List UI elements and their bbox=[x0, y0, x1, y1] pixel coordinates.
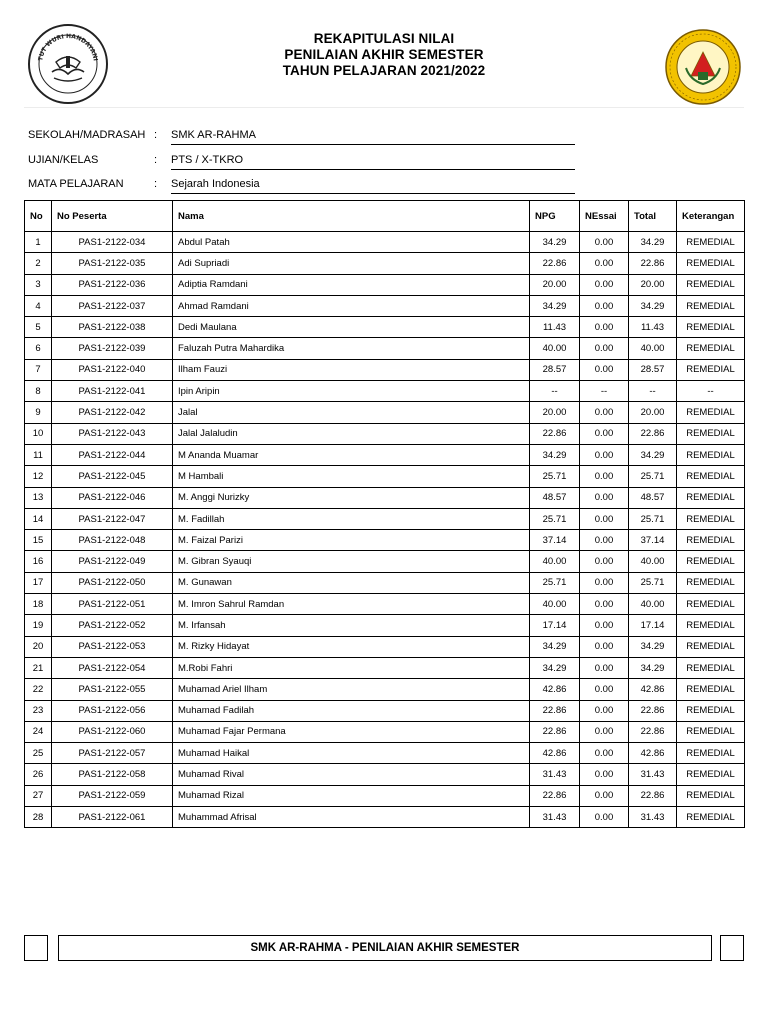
table-row bbox=[25, 338, 745, 359]
info-row-sekolah bbox=[28, 129, 588, 154]
cell-no: 9 bbox=[25, 402, 52, 423]
cell-no: 3 bbox=[25, 274, 52, 295]
cell-no-peserta: PAS1-2122-054 bbox=[52, 657, 173, 678]
cell-no-peserta: PAS1-2122-045 bbox=[52, 466, 173, 487]
cell-total: 34.29 bbox=[629, 636, 677, 657]
cell-no: 7 bbox=[25, 359, 52, 380]
table-row bbox=[25, 530, 745, 551]
cell-no: 2 bbox=[25, 253, 52, 274]
cell-keterangan: REMEDIAL bbox=[677, 444, 745, 465]
cell-npg: 31.43 bbox=[530, 764, 580, 785]
cell-keterangan: REMEDIAL bbox=[677, 359, 745, 380]
table-row bbox=[25, 594, 745, 615]
cell-npg: 22.86 bbox=[530, 721, 580, 742]
cell-nama: M. Anggi Nurizky bbox=[173, 487, 530, 508]
cell-total: 40.00 bbox=[629, 551, 677, 572]
cell-no: 16 bbox=[25, 551, 52, 572]
cell-total: 25.71 bbox=[629, 508, 677, 529]
cell-nama: Dedi Maulana bbox=[173, 317, 530, 338]
header-divider bbox=[24, 107, 744, 108]
column-header-npg: NPG bbox=[530, 201, 580, 232]
cell-npg: 28.57 bbox=[530, 359, 580, 380]
cell-keterangan: REMEDIAL bbox=[677, 274, 745, 295]
cell-keterangan: REMEDIAL bbox=[677, 807, 745, 828]
title-line-1: REKAPITULASI NILAI bbox=[313, 31, 455, 46]
cell-npg: 34.29 bbox=[530, 444, 580, 465]
cell-no: 27 bbox=[25, 785, 52, 806]
cell-npg: 22.86 bbox=[530, 700, 580, 721]
cell-nessai: 0.00 bbox=[580, 317, 629, 338]
cell-nessai: 0.00 bbox=[580, 700, 629, 721]
cell-nessai: 0.00 bbox=[580, 636, 629, 657]
cell-total: 34.29 bbox=[629, 295, 677, 316]
cell-keterangan: REMEDIAL bbox=[677, 253, 745, 274]
cell-nama: Abdul Patah bbox=[173, 232, 530, 253]
cell-npg: 20.00 bbox=[530, 402, 580, 423]
table-row bbox=[25, 657, 745, 678]
cell-no: 10 bbox=[25, 423, 52, 444]
table-row bbox=[25, 402, 745, 423]
table-row bbox=[25, 444, 745, 465]
table-row bbox=[25, 381, 745, 402]
column-header-no: No bbox=[25, 201, 52, 232]
cell-no-peserta: PAS1-2122-043 bbox=[52, 423, 173, 444]
cell-npg: 42.86 bbox=[530, 743, 580, 764]
column-header-nessai: NEssai bbox=[580, 201, 629, 232]
cell-no: 28 bbox=[25, 807, 52, 828]
cell-no: 11 bbox=[25, 444, 52, 465]
column-header-keterangan: Keterangan bbox=[677, 201, 745, 232]
column-header-no-peserta: No Peserta bbox=[52, 201, 173, 232]
cell-no-peserta: PAS1-2122-059 bbox=[52, 785, 173, 806]
cell-npg: -- bbox=[530, 381, 580, 402]
cell-nama: Jalal Jalaludin bbox=[173, 423, 530, 444]
column-header-total: Total bbox=[629, 201, 677, 232]
table-row bbox=[25, 572, 745, 593]
cell-total: 22.86 bbox=[629, 721, 677, 742]
cell-no-peserta: PAS1-2122-049 bbox=[52, 551, 173, 572]
cell-keterangan: REMEDIAL bbox=[677, 508, 745, 529]
cell-npg: 34.29 bbox=[530, 295, 580, 316]
cell-keterangan: -- bbox=[677, 381, 745, 402]
cell-npg: 40.00 bbox=[530, 338, 580, 359]
cell-npg: 40.00 bbox=[530, 551, 580, 572]
cell-keterangan: REMEDIAL bbox=[677, 721, 745, 742]
cell-keterangan: REMEDIAL bbox=[677, 402, 745, 423]
cell-total: 22.86 bbox=[629, 253, 677, 274]
table-row bbox=[25, 551, 745, 572]
cell-keterangan: REMEDIAL bbox=[677, 572, 745, 593]
tut-wuri-handayani-logo bbox=[26, 22, 110, 106]
cell-no-peserta: PAS1-2122-042 bbox=[52, 402, 173, 423]
cell-nama: Ipin Aripin bbox=[173, 381, 530, 402]
cell-npg: 34.29 bbox=[530, 636, 580, 657]
cell-nessai: 0.00 bbox=[580, 807, 629, 828]
cell-no: 15 bbox=[25, 530, 52, 551]
cell-no: 5 bbox=[25, 317, 52, 338]
table-row bbox=[25, 700, 745, 721]
cell-total: 42.86 bbox=[629, 743, 677, 764]
cell-keterangan: REMEDIAL bbox=[677, 679, 745, 700]
cell-total: 31.43 bbox=[629, 764, 677, 785]
cell-no-peserta: PAS1-2122-053 bbox=[52, 636, 173, 657]
cell-nessai: 0.00 bbox=[580, 466, 629, 487]
table-row bbox=[25, 317, 745, 338]
cell-nessai: 0.00 bbox=[580, 785, 629, 806]
table-row bbox=[25, 508, 745, 529]
cell-npg: 31.43 bbox=[530, 807, 580, 828]
cell-keterangan: REMEDIAL bbox=[677, 338, 745, 359]
table-row bbox=[25, 764, 745, 785]
cell-total: 28.57 bbox=[629, 359, 677, 380]
cell-nama: M. Gunawan bbox=[173, 572, 530, 593]
cell-npg: 48.57 bbox=[530, 487, 580, 508]
cell-nessai: 0.00 bbox=[580, 359, 629, 380]
table-row bbox=[25, 487, 745, 508]
cell-nama: M. Gibran Syauqi bbox=[173, 551, 530, 572]
cell-nama: M Hambali bbox=[173, 466, 530, 487]
info-colon: : bbox=[154, 129, 158, 141]
cell-nama: Adiptia Ramdani bbox=[173, 274, 530, 295]
cell-npg: 20.00 bbox=[530, 274, 580, 295]
footer-left-box bbox=[24, 935, 48, 961]
cell-no: 18 bbox=[25, 594, 52, 615]
table-row bbox=[25, 274, 745, 295]
footer-right-box bbox=[720, 935, 744, 961]
table-body bbox=[25, 232, 745, 828]
cell-keterangan: REMEDIAL bbox=[677, 232, 745, 253]
cell-no-peserta: PAS1-2122-047 bbox=[52, 508, 173, 529]
cell-npg: 40.00 bbox=[530, 594, 580, 615]
cell-nessai: 0.00 bbox=[580, 444, 629, 465]
cell-no-peserta: PAS1-2122-038 bbox=[52, 317, 173, 338]
cell-no: 1 bbox=[25, 232, 52, 253]
cell-total: 40.00 bbox=[629, 594, 677, 615]
cell-npg: 42.86 bbox=[530, 679, 580, 700]
cell-no-peserta: PAS1-2122-058 bbox=[52, 764, 173, 785]
info-label-sekolah: SEKOLAH/MADRASAH bbox=[28, 129, 146, 141]
cell-nama: Muhamad Ariel Ilham bbox=[173, 679, 530, 700]
info-label-mapel: MATA PELAJARAN bbox=[28, 178, 124, 190]
cell-total: 22.86 bbox=[629, 423, 677, 444]
cell-no: 8 bbox=[25, 381, 52, 402]
table-row bbox=[25, 636, 745, 657]
cell-no-peserta: PAS1-2122-052 bbox=[52, 615, 173, 636]
left-logo-text: TUT WURI HANDAYANI bbox=[37, 32, 99, 62]
cell-nessai: 0.00 bbox=[580, 594, 629, 615]
cell-keterangan: REMEDIAL bbox=[677, 594, 745, 615]
cell-total: 25.71 bbox=[629, 466, 677, 487]
cell-total: 22.86 bbox=[629, 700, 677, 721]
cell-no: 24 bbox=[25, 721, 52, 742]
cell-no-peserta: PAS1-2122-048 bbox=[52, 530, 173, 551]
cell-nessai: 0.00 bbox=[580, 530, 629, 551]
cell-no-peserta: PAS1-2122-039 bbox=[52, 338, 173, 359]
cell-no: 25 bbox=[25, 743, 52, 764]
cell-total: 25.71 bbox=[629, 572, 677, 593]
cell-total: 17.14 bbox=[629, 615, 677, 636]
cell-nama: Faluzah Putra Mahardika bbox=[173, 338, 530, 359]
cell-nama: Ahmad Ramdani bbox=[173, 295, 530, 316]
cell-no-peserta: PAS1-2122-044 bbox=[52, 444, 173, 465]
info-row-mapel bbox=[28, 178, 588, 203]
cell-keterangan: REMEDIAL bbox=[677, 295, 745, 316]
scores-table bbox=[24, 200, 745, 828]
table-row bbox=[25, 359, 745, 380]
cell-npg: 22.86 bbox=[530, 785, 580, 806]
cell-no-peserta: PAS1-2122-036 bbox=[52, 274, 173, 295]
cell-keterangan: REMEDIAL bbox=[677, 785, 745, 806]
cell-keterangan: REMEDIAL bbox=[677, 764, 745, 785]
cell-nessai: -- bbox=[580, 381, 629, 402]
table-row bbox=[25, 785, 745, 806]
cell-no-peserta: PAS1-2122-060 bbox=[52, 721, 173, 742]
cell-nama: M. Faizal Parizi bbox=[173, 530, 530, 551]
table-row bbox=[25, 807, 745, 828]
info-colon: : bbox=[154, 153, 158, 166]
cell-no-peserta: PAS1-2122-056 bbox=[52, 700, 173, 721]
table-row bbox=[25, 743, 745, 764]
info-colon: : bbox=[154, 178, 158, 190]
table-header-row bbox=[25, 201, 745, 232]
cell-no-peserta: PAS1-2122-035 bbox=[52, 253, 173, 274]
cell-total: 11.43 bbox=[629, 317, 677, 338]
cell-total: 31.43 bbox=[629, 807, 677, 828]
cell-total: 40.00 bbox=[629, 338, 677, 359]
cell-npg: 11.43 bbox=[530, 317, 580, 338]
cell-no: 14 bbox=[25, 508, 52, 529]
table-row bbox=[25, 295, 745, 316]
info-value-ujian: PTS / X-TKRO bbox=[171, 154, 575, 170]
cell-nama: Muhamad Rizal bbox=[173, 785, 530, 806]
cell-no: 13 bbox=[25, 487, 52, 508]
cell-total: 34.29 bbox=[629, 232, 677, 253]
table-row bbox=[25, 423, 745, 444]
cell-nessai: 0.00 bbox=[580, 253, 629, 274]
cell-no-peserta: PAS1-2122-057 bbox=[52, 743, 173, 764]
cell-npg: 25.71 bbox=[530, 572, 580, 593]
cell-no-peserta: PAS1-2122-040 bbox=[52, 359, 173, 380]
cell-no: 12 bbox=[25, 466, 52, 487]
cell-nessai: 0.00 bbox=[580, 295, 629, 316]
cell-nama: M.Robi Fahri bbox=[173, 657, 530, 678]
cell-npg: 17.14 bbox=[530, 615, 580, 636]
cell-no: 17 bbox=[25, 572, 52, 593]
cell-keterangan: REMEDIAL bbox=[677, 636, 745, 657]
cell-npg: 34.29 bbox=[530, 657, 580, 678]
title-line-2: PENILAIAN AKHIR SEMESTER bbox=[284, 47, 484, 62]
cell-nama: Jalal bbox=[173, 402, 530, 423]
cell-total: 48.57 bbox=[629, 487, 677, 508]
cell-keterangan: REMEDIAL bbox=[677, 487, 745, 508]
cell-nama: Muhamad Haikal bbox=[173, 743, 530, 764]
cell-nessai: 0.00 bbox=[580, 402, 629, 423]
cell-no-peserta: PAS1-2122-055 bbox=[52, 679, 173, 700]
cell-keterangan: REMEDIAL bbox=[677, 423, 745, 444]
cell-nama: Muhamad Fajar Permana bbox=[173, 721, 530, 742]
cell-no-peserta: PAS1-2122-037 bbox=[52, 295, 173, 316]
cell-keterangan: REMEDIAL bbox=[677, 657, 745, 678]
cell-npg: 37.14 bbox=[530, 530, 580, 551]
cell-total: 34.29 bbox=[629, 657, 677, 678]
cell-no: 21 bbox=[25, 657, 52, 678]
info-label-ujian: UJIAN/KELAS bbox=[28, 153, 99, 166]
cell-nessai: 0.00 bbox=[580, 572, 629, 593]
cell-nama: M. Irfansah bbox=[173, 615, 530, 636]
cell-nessai: 0.00 bbox=[580, 338, 629, 359]
cell-no: 19 bbox=[25, 615, 52, 636]
table-row bbox=[25, 721, 745, 742]
title-line-3: TAHUN PELAJARAN 2021/2022 bbox=[282, 63, 486, 78]
cell-nessai: 0.00 bbox=[580, 508, 629, 529]
cell-total: -- bbox=[629, 381, 677, 402]
cell-no: 20 bbox=[25, 636, 52, 657]
cell-npg: 22.86 bbox=[530, 253, 580, 274]
cell-nessai: 0.00 bbox=[580, 743, 629, 764]
cell-nessai: 0.00 bbox=[580, 487, 629, 508]
cell-keterangan: REMEDIAL bbox=[677, 317, 745, 338]
cell-nessai: 0.00 bbox=[580, 679, 629, 700]
document-header bbox=[24, 22, 744, 106]
column-header-nama: Nama bbox=[173, 201, 530, 232]
cell-total: 20.00 bbox=[629, 402, 677, 423]
cell-nama: Ilham Fauzi bbox=[173, 359, 530, 380]
cell-nessai: 0.00 bbox=[580, 232, 629, 253]
cell-total: 37.14 bbox=[629, 530, 677, 551]
info-value-mapel: Sejarah Indonesia bbox=[171, 178, 575, 194]
cell-no-peserta: PAS1-2122-034 bbox=[52, 232, 173, 253]
cell-keterangan: REMEDIAL bbox=[677, 615, 745, 636]
cell-no-peserta: PAS1-2122-050 bbox=[52, 572, 173, 593]
cell-total: 22.86 bbox=[629, 785, 677, 806]
cell-nessai: 0.00 bbox=[580, 274, 629, 295]
cell-npg: 25.71 bbox=[530, 508, 580, 529]
cell-nama: M. Fadillah bbox=[173, 508, 530, 529]
cell-nama: Muhamad Rival bbox=[173, 764, 530, 785]
cell-nessai: 0.00 bbox=[580, 721, 629, 742]
info-row-ujian bbox=[28, 154, 588, 179]
cell-no-peserta: PAS1-2122-061 bbox=[52, 807, 173, 828]
table-row bbox=[25, 615, 745, 636]
footer-title: SMK AR-RAHMA - PENILAIAN AKHIR SEMESTER bbox=[58, 935, 712, 961]
cell-no: 6 bbox=[25, 338, 52, 359]
cell-no: 4 bbox=[25, 295, 52, 316]
info-value-sekolah: SMK AR-RAHMA bbox=[171, 129, 575, 145]
cell-total: 20.00 bbox=[629, 274, 677, 295]
cell-nama: M. Rizky Hidayat bbox=[173, 636, 530, 657]
table-row bbox=[25, 232, 745, 253]
cell-nessai: 0.00 bbox=[580, 551, 629, 572]
cell-total: 34.29 bbox=[629, 444, 677, 465]
cell-keterangan: REMEDIAL bbox=[677, 530, 745, 551]
table-row bbox=[25, 679, 745, 700]
cell-nama: Adi Supriadi bbox=[173, 253, 530, 274]
cell-nessai: 0.00 bbox=[580, 615, 629, 636]
cell-nama: M. Imron Sahrul Ramdan bbox=[173, 594, 530, 615]
cell-npg: 25.71 bbox=[530, 466, 580, 487]
cell-nessai: 0.00 bbox=[580, 657, 629, 678]
cell-nessai: 0.00 bbox=[580, 764, 629, 785]
cell-no-peserta: PAS1-2122-046 bbox=[52, 487, 173, 508]
cell-no-peserta: PAS1-2122-041 bbox=[52, 381, 173, 402]
cell-no: 22 bbox=[25, 679, 52, 700]
cell-keterangan: REMEDIAL bbox=[677, 551, 745, 572]
cell-keterangan: REMEDIAL bbox=[677, 700, 745, 721]
school-emblem-logo bbox=[664, 28, 742, 106]
cell-npg: 34.29 bbox=[530, 232, 580, 253]
cell-nessai: 0.00 bbox=[580, 423, 629, 444]
cell-nama: Muhamad Fadilah bbox=[173, 700, 530, 721]
cell-keterangan: REMEDIAL bbox=[677, 466, 745, 487]
document-title bbox=[144, 31, 624, 79]
cell-total: 42.86 bbox=[629, 679, 677, 700]
table-row bbox=[25, 466, 745, 487]
cell-nama: Muhammad Afrisal bbox=[173, 807, 530, 828]
table-row bbox=[25, 253, 745, 274]
cell-no: 26 bbox=[25, 764, 52, 785]
exam-info bbox=[28, 129, 588, 203]
cell-nama: M Ananda Muamar bbox=[173, 444, 530, 465]
cell-keterangan: REMEDIAL bbox=[677, 743, 745, 764]
cell-npg: 22.86 bbox=[530, 423, 580, 444]
cell-no: 23 bbox=[25, 700, 52, 721]
cell-no-peserta: PAS1-2122-051 bbox=[52, 594, 173, 615]
